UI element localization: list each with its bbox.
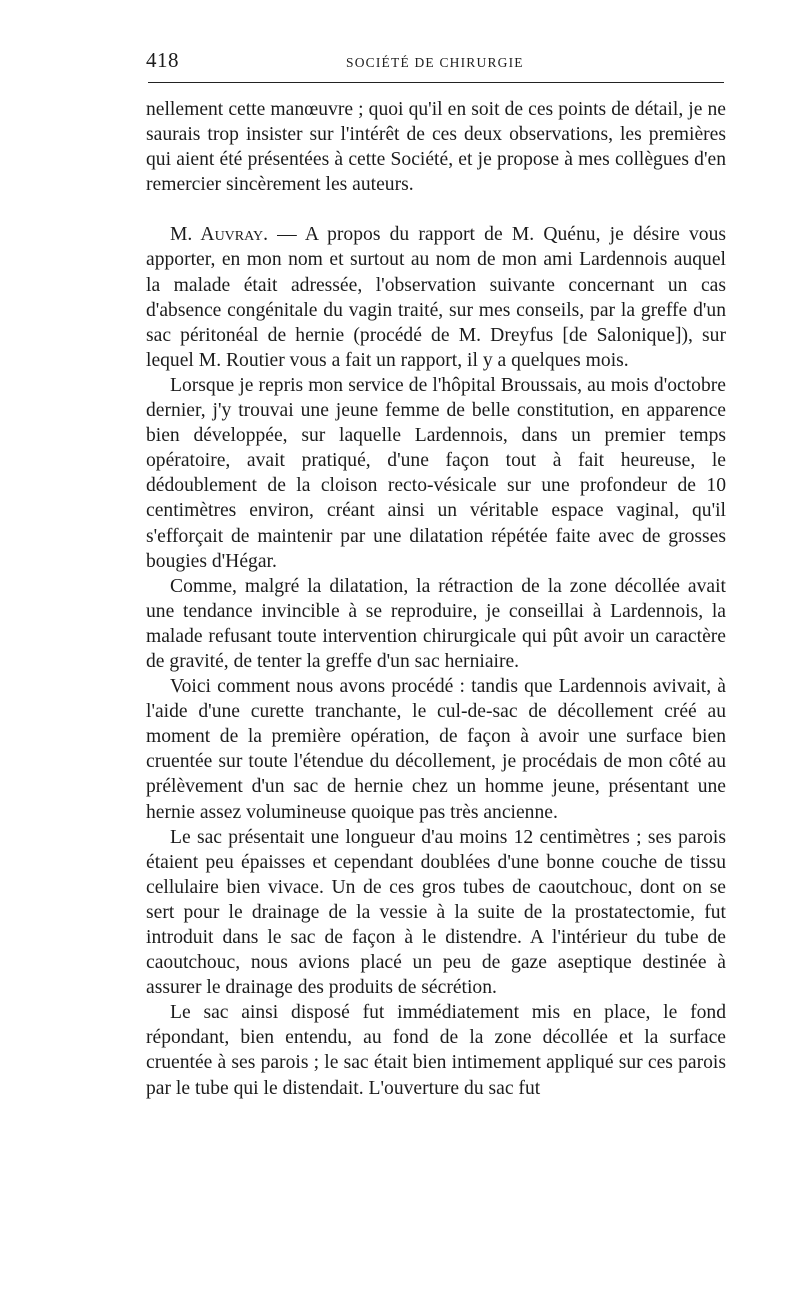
- paragraph-7: Le sac ainsi disposé fut immédiatement mis en place, le fond répondant, bien entendu, au fond de la zone décollée et la surface cruentée à ses parois ; le sac était bien intimement appliqué sur ces parois par le tube qui le distendait. L'ouverture du sac fut: [146, 1002, 726, 1099]
- page: [146, 48, 726, 1101]
- paragraph-5: Voici comment nous avons procédé : tandis que Lardennois avivait, à l'aide d'une curette tranchante, le cul-de-sac de décollement créé au moment de la première opération, de façon à avoir une surface bien cruentée sur toute l'étendue du décollement, je procédais de mon côté au prélèvement d'un sac de hernie chez un homme jeune, présentant une hernie assez volumineuse quoique pas très ancienne.: [146, 676, 726, 823]
- header-rule: [148, 82, 724, 83]
- paragraph-2-text: — A propos du rapport de M. Quénu, je désire vous apporter, en mon nom et surtout au nom de mon ami Lardennois auquel la malade était adressée, l'observation suivante concernant un cas d'absence congénitale du vagin traité, sur mes conseils, par la greffe d'un sac péritonéal de hernie (procédé de M. Dreyfus [de Salonique]), sur lequel M. Routier vous a fait un rapport, il y a quelques mois.: [146, 224, 726, 371]
- paragraph-6: Le sac présentait une longueur d'au moins 12 centimètres ; ses parois étaient peu épaisses et cependant doublées d'une bonne couche de tissu cellulaire bien vivace. Un de ces gros tubes de caoutchouc, dont on se sert pour le drainage de la vessie à la suite de la prostatectomie, fut introduit dans le sac de façon à le distendre. A l'intérieur du tube de caoutchouc, nous avions placé un peu de gaze aseptique destinée à assurer le drainage des produits de sécrétion.: [146, 826, 726, 999]
- paragraph-2: [146, 222, 726, 373]
- running-head: [146, 48, 726, 82]
- running-title: SOCIÉTÉ DE CHIRURGIE: [346, 55, 524, 70]
- paragraph-1: nellement cette manœuvre ; quoi qu'il en soit de ces points de détail, je ne saurais trop insister sur l'intérêt de ces deux observations, les premières qui aient été présentées à cette Société, et je propose à mes collègues d'en remercier sincèrement les auteurs.: [146, 99, 726, 196]
- paragraph-3: Lorsque je repris mon service de l'hôpital Broussais, au mois d'octobre dernier, j'y trouvai une jeune femme de belle constitution, en apparence bien développée, sur laquelle Lardennois, dans un premier temps opératoire, avait pratiqué, d'une façon tout à fait heureuse, le dédoublement de la cloison recto-vésicale sur une profondeur de 10 centimètres environ, créant ainsi un véritable espace vaginal, qu'il s'efforçait de maintenir par une dilatation répétée faite avec de grosses bougies d'Hégar.: [146, 374, 726, 572]
- paragraph-4: Comme, malgré la dilatation, la rétraction de la zone décollée avait une tendance invincible à se reproduire, je conseillai à Lardennois, la malade refusant toute intervention chirurgicale qui pût avoir un caractère de gravité, de tenter la greffe d'un sac herniaire.: [146, 575, 726, 672]
- body-text: [146, 97, 726, 1101]
- speaker-name: M. Auvray.: [170, 224, 268, 246]
- page-number: 418: [146, 48, 179, 72]
